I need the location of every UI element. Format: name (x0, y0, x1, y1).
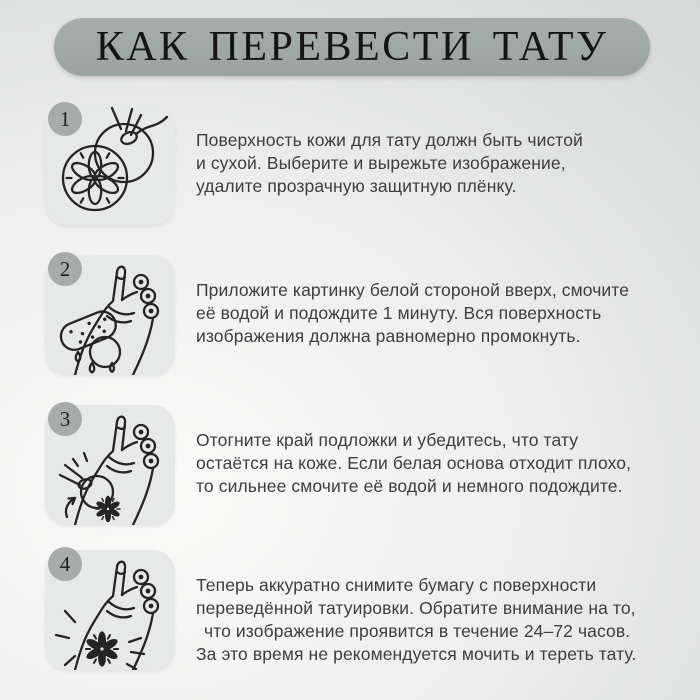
text-line: остаётся на коже. Если белая основа отходит плохо, (196, 453, 632, 473)
text-line: Приложите картинку белой стороной вверх, смочите (196, 280, 630, 300)
step-4-description (196, 574, 637, 670)
step-1-number-badge: 1 (48, 102, 82, 136)
text-line: изображения должна равномерно промокнуть. (196, 326, 581, 346)
text-line: Поверхность кожи для тату должн быть чистой (196, 130, 583, 150)
text-line: За это время не рекомендуется мочить и тереть тату. (196, 644, 637, 664)
step-row-3 (45, 405, 631, 525)
step-1-illustration-box (45, 105, 175, 225)
step-4-illustration-box (45, 550, 175, 670)
step-3-number-badge: 3 (48, 402, 82, 436)
step-3-illustration-box (45, 405, 175, 525)
text-line: то сильнее смочите её водой и немного подождите. (196, 476, 623, 496)
step-1-description (196, 129, 583, 225)
text-line: её водой и подождите 1 минуту. Вся поверхность (196, 303, 602, 323)
step-3-description (196, 429, 631, 525)
text-line: что изображение проявится в течение 24–72 часов. (204, 621, 631, 641)
text-line: Теперь аккуратно снимите бумагу с поверхности (196, 575, 597, 595)
step-2-illustration-box (45, 255, 175, 375)
text-line: Отогните край подложки и убедитесь, что тату (196, 430, 579, 450)
step-row-1 (45, 105, 583, 225)
step-row-2 (45, 255, 629, 375)
step-2-description (196, 279, 629, 375)
step-4-number-badge: 4 (48, 547, 82, 581)
page-title: КАК ПЕРЕВЕСТИ ТАТУ (95, 24, 609, 70)
step-row-4 (45, 550, 637, 670)
text-line: переведённой татуировки. Обратите внимание на то, (196, 598, 636, 618)
title-banner (54, 18, 650, 76)
step-2-number-badge: 2 (48, 252, 82, 286)
text-line: удалите прозрачную защитную плёнку. (196, 176, 517, 196)
text-line: и сухой. Выберите и вырежьте изображение, (196, 153, 566, 173)
